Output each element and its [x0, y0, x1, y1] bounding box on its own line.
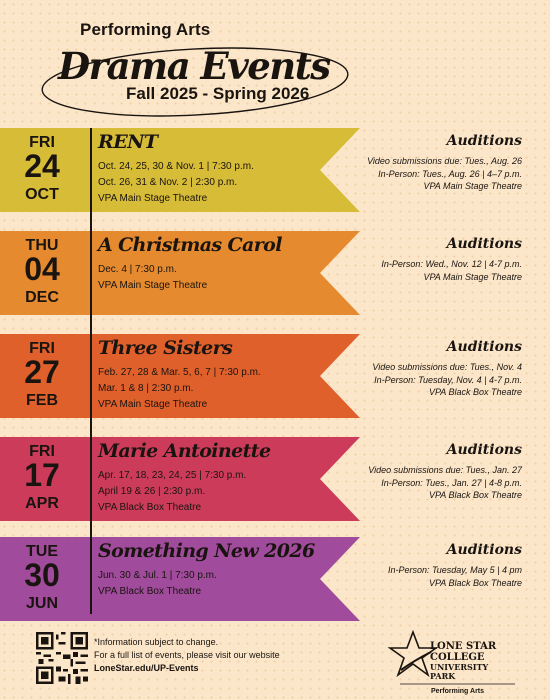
auditions-details — [388, 564, 522, 589]
performance-line: Feb. 27, 28 & Mar. 5, 6, 7 | 7:30 p.m. — [98, 367, 261, 378]
audition-line: VPA Main Stage Theatre — [423, 271, 522, 282]
event-show-title: Something New 2026 — [98, 540, 315, 562]
event-performances — [98, 262, 207, 294]
event-date — [0, 437, 84, 521]
auditions-details — [368, 464, 522, 502]
season-subtitle: Fall 2025 - Spring 2026 — [126, 84, 310, 103]
performance-line: Dec. 4 | 7:30 p.m. — [98, 264, 177, 275]
audition-line: In-Person: Tuesday, Nov. 4 | 4-7 p.m. — [374, 374, 522, 385]
auditions-heading: Auditions — [446, 542, 522, 558]
event-date-month: FEB — [26, 392, 58, 409]
event-row — [0, 128, 550, 212]
audition-line: Video submissions due: Tues., Jan. 27 — [368, 465, 522, 475]
event-performances — [98, 365, 261, 413]
event-row — [0, 334, 550, 418]
logo-department: Performing Arts — [430, 688, 485, 695]
event-date-day: 04 — [24, 251, 60, 287]
event-date-day: 27 — [24, 354, 60, 390]
event-date-dow: FRI — [29, 134, 55, 151]
page-title: Drama Events — [58, 44, 330, 88]
event-show-title: Three Sisters — [98, 337, 233, 359]
visit-text: For a full list of events, please visit our website — [94, 650, 280, 660]
audition-line: Video submissions due: Tues., Nov. 4 — [372, 362, 522, 372]
auditions-details — [367, 155, 522, 193]
event-show-title: A Christmas Carol — [98, 234, 282, 256]
event-date — [0, 334, 84, 418]
auditions-details — [372, 361, 522, 399]
event-row — [0, 231, 550, 315]
performance-line: VPA Main Stage Theatre — [98, 399, 208, 410]
event-date-month: OCT — [25, 186, 59, 203]
event-date-dow: THU — [25, 237, 59, 254]
event-date-month: APR — [25, 495, 59, 512]
logo-line-1: LONE STAR — [430, 641, 497, 652]
audition-line: VPA Black Box Theatre — [428, 387, 522, 397]
audition-line: In-Person: Tuesday, May 5 | 4 pm — [387, 565, 522, 575]
event-date-dow: FRI — [29, 340, 55, 357]
performance-line: Jun. 30 & Jul. 1 | 7:30 p.m. — [98, 570, 217, 581]
audition-line: Video submissions due: Tues., Aug. 26 — [367, 156, 522, 166]
poster-header — [0, 0, 550, 125]
qr-code[interactable] — [36, 632, 88, 684]
audition-line: In-Person: Wed., Nov. 12 | 4-7 p.m. — [381, 259, 522, 269]
college-name — [430, 641, 496, 681]
audition-line: VPA Main Stage Theatre — [423, 181, 522, 191]
performance-line: VPA Main Stage Theatre — [98, 193, 208, 204]
event-date — [0, 231, 84, 315]
event-date — [0, 537, 84, 621]
performance-line: Oct. 26, 31 & Nov. 2 | 2:30 p.m. — [98, 177, 238, 188]
event-date-month: JUN — [25, 595, 58, 612]
event-date — [0, 128, 84, 212]
auditions-heading: Auditions — [446, 133, 522, 149]
auditions-heading: Auditions — [446, 236, 522, 252]
disclaimer-text: *Information subject to change. — [94, 637, 219, 647]
event-performances — [98, 468, 246, 516]
audition-line: In-Person: Tues., Aug. 26 | 4–7 p.m. — [378, 168, 522, 179]
logo-line-2: COLLEGE — [430, 652, 485, 663]
auditions-heading: Auditions — [446, 339, 522, 355]
event-performances — [98, 568, 217, 600]
event-date-day: 17 — [24, 457, 60, 493]
event-date-day: 30 — [24, 557, 60, 593]
audition-line: VPA Black Box Theatre — [428, 490, 522, 500]
performance-line: Apr. 17, 18, 23, 24, 25 | 7:30 p.m. — [98, 470, 247, 481]
performance-line: Oct. 24, 25, 30 & Nov. 1 | 7:30 p.m. — [98, 161, 254, 172]
event-row — [0, 437, 550, 521]
performance-line: April 19 & 26 | 2:30 p.m. — [98, 486, 206, 497]
event-date-day: 24 — [24, 148, 60, 184]
performance-line: VPA Black Box Theatre — [98, 586, 202, 597]
event-show-title: Marie Antoinette — [98, 440, 271, 462]
event-row — [0, 537, 550, 621]
performance-line: VPA Main Stage Theatre — [98, 280, 208, 291]
event-show-title: RENT — [98, 131, 158, 153]
footer-note — [94, 636, 280, 675]
audition-line: VPA Black Box Theatre — [428, 577, 522, 588]
event-date-dow: TUE — [26, 543, 58, 560]
department-kicker: Performing Arts — [80, 20, 211, 39]
website-link[interactable]: LoneStar.edu/UP-Events — [94, 663, 199, 673]
event-date-month: DEC — [25, 289, 59, 306]
auditions-heading: Auditions — [446, 442, 522, 458]
performance-line: VPA Black Box Theatre — [98, 502, 202, 513]
logo-line-4: PARK — [430, 671, 456, 681]
timeline-divider — [90, 128, 92, 614]
event-date-dow: FRI — [29, 443, 55, 460]
auditions-details — [381, 258, 522, 283]
audition-line: In-Person: Tues., Jan. 27 | 4-8 p.m. — [381, 477, 522, 488]
performance-line: Mar. 1 & 8 | 2:30 p.m. — [98, 383, 194, 394]
event-performances — [98, 159, 254, 207]
logo-line-3: UNIVERSITY — [430, 662, 489, 672]
